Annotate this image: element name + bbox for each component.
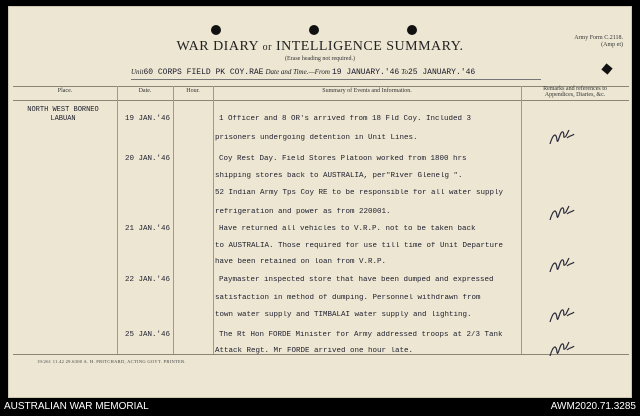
entry-line: to AUSTRALIA. Those required for use till time of Unit Departure — [215, 242, 504, 250]
diary-table — [13, 86, 629, 354]
archive-name: AUSTRALIAN WAR MEMORIAL — [4, 401, 149, 412]
col-hour-header: Hour. — [186, 88, 200, 94]
entry-line: have been retained on loan from V.R.P. — [215, 258, 387, 266]
printer-imprint: 19/261 11.42 29.6300 A. H. PRITCHARD, ACTING GOVT. PRINTER. — [37, 359, 186, 364]
entry-date: 19 JAN.'46 — [125, 115, 171, 123]
entry-line: refrigeration and power as from 220001. — [215, 208, 391, 216]
initials-signature — [547, 338, 577, 360]
entry-line: shipping stores back to AUSTRALIA, per"River Glenelg ". — [215, 172, 463, 180]
archive-reference: AWM2020.71.3285 — [550, 401, 636, 412]
place-value: NORTH WEST BORNEO LABUAN — [27, 106, 99, 123]
initials-signature — [547, 254, 577, 276]
punch-hole — [407, 25, 417, 35]
to-date: 25 JANUARY.'46 — [407, 68, 476, 77]
initials-signature — [547, 304, 577, 326]
initials-signature — [547, 126, 577, 148]
col-summary-header: Summary of Events and Information. — [322, 88, 412, 94]
entry-date: 20 JAN.'46 — [125, 155, 171, 163]
unit-date-line: Unit60 CORPS FIELD PK COY.RAE Date and Time.—From 19 JANUARY.'46 To25 JANUARY.'46 — [131, 67, 541, 80]
entry-line: Paymaster inspected store that have been dumped and expressed — [219, 276, 494, 284]
initials-signature — [547, 202, 577, 224]
entry-line: satisfaction in method of dumping. Personnel withdrawn from — [215, 294, 481, 302]
entry-date: 21 JAN.'46 — [125, 225, 171, 233]
entry-line: 1 Officer and 8 OR's arrived from 18 Fld Coy. Included 3 — [219, 115, 472, 123]
punch-hole — [309, 25, 319, 35]
punch-hole — [211, 25, 221, 35]
entry-line: The Rt Hon FORDE Minister for Army addressed troops at 2/3 Tank — [219, 331, 503, 339]
entry-line: prisoners undergoing detention in Unit Lines. — [215, 134, 418, 142]
unit-value: 60 CORPS FIELD PK COY.RAE — [143, 68, 264, 77]
col-date-header: Date. — [138, 88, 152, 94]
erase-note: (Erase heading not required.) — [285, 56, 355, 62]
entry-date: 22 JAN.'46 — [125, 276, 171, 284]
archive-footer — [0, 398, 640, 416]
entry-line: 52 Indian Army Tps Coy RE to be responsible for all water supply — [215, 189, 504, 197]
diary-page — [8, 6, 632, 398]
col-place-header: Place. — [57, 88, 73, 94]
entry-line: Attack Regt. Mr FORDE arrived one hour late. — [215, 347, 414, 355]
form-number: Army Form C.2118. (Amp et) — [574, 35, 623, 48]
from-date: 19 JANUARY.'46 — [331, 68, 400, 77]
entry-line: Coy Rest Day. Field Stores Platoon worked from 1800 hrs — [219, 155, 467, 163]
corner-mark — [601, 63, 612, 74]
entry-line: Have returned all vehicles to V.R.P. not to be taken back — [219, 225, 476, 233]
entry-date: 25 JAN.'46 — [125, 331, 171, 339]
col-remarks-header: Remarks and references to Appendices, Diaries, &c. — [543, 86, 607, 98]
entry-line: town water supply and TIMBALAI water supply and lighting. — [215, 311, 472, 319]
page-title: WAR DIARY or INTELLIGENCE SUMMARY. — [176, 39, 464, 54]
